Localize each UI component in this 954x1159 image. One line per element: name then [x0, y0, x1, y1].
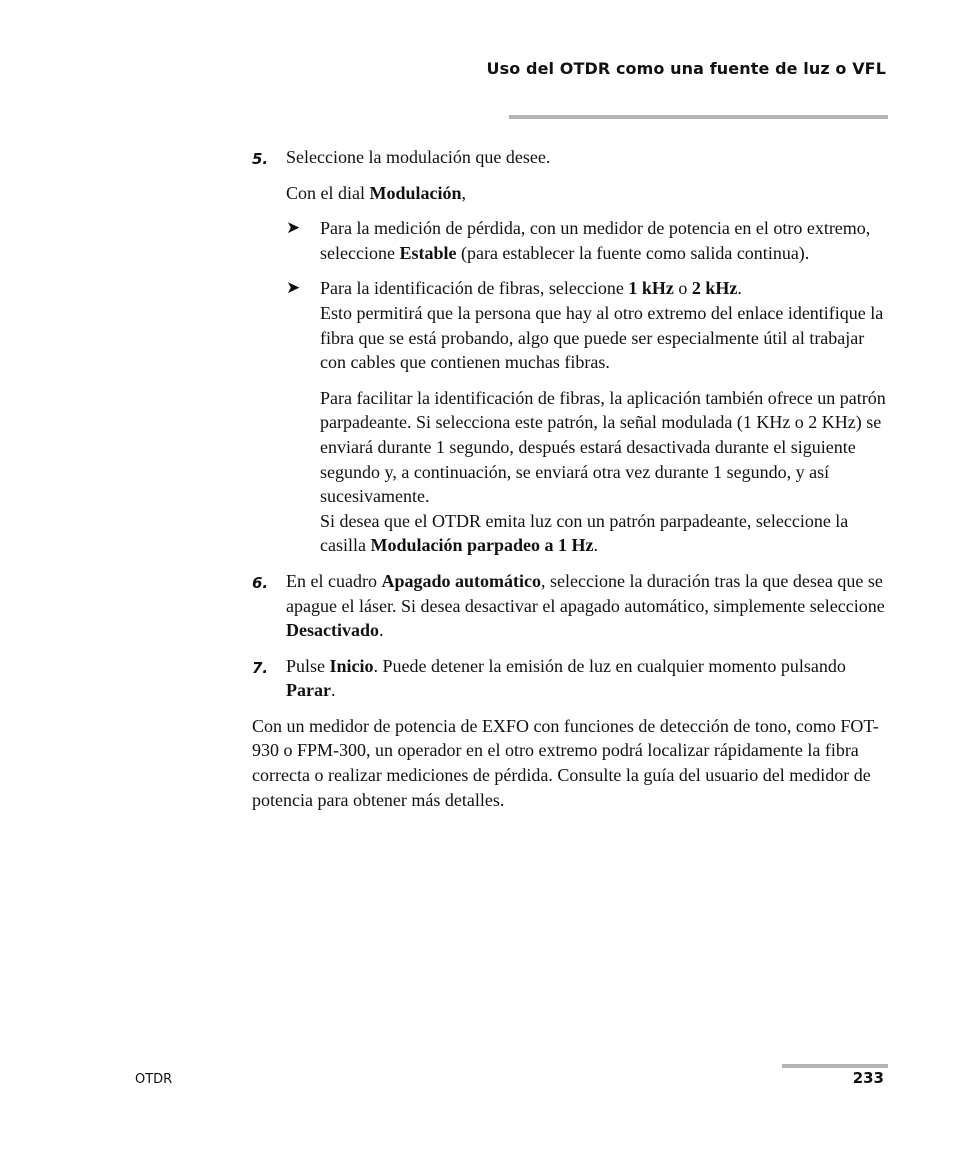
footer-product-name: OTDR	[135, 1072, 173, 1087]
step-number: 6.	[252, 573, 269, 592]
closing-paragraph: Con un medidor de potencia de EXFO con funciones de detección de tono, como FOT-930 o FPM-300, un operador en el otro extremo podrá localizar rápidamente la fibra correcta o realizar mediciones de pérdida. Consulte la guía del usuario del medidor de potencia para obtener más detalles.	[252, 715, 879, 810]
dial-line: Con el dial Modulación,	[286, 182, 467, 203]
arrowhead-bullet-icon: ➤	[286, 218, 301, 239]
running-header-title: Uso del OTDR como una fuente de luz o VFL	[486, 59, 886, 78]
blink-pattern-paragraph: Para facilitar la identificación de fibras, la aplicación también ofrece un patrón parpadeante. Si selecciona este patrón, la señal modulada (1 KHz o 2 KHz) se enviará durante 1 segundo, después estará desactivada durante el siguiente segundo y, a continuación, se enviará otra vez durante 1 segundo, y así sucesivamente. Si desea que el OTDR emita luz con un patrón parpadeante, seleccione la casilla Modulación parpadeo a 1 Hz.	[320, 387, 886, 556]
step-7: 7. Pulse Inicio. Puede detener la emisión de luz en cualquier momento pulsando Parar.	[252, 655, 846, 701]
bullet-fiber-identification: ➤ Para la identificación de fibras, seleccione 1 kHz o 2 kHz. Esto permitirá que la persona que hay al otro extremo del enlace identifique la fibra que se está probando, algo que puede ser especialmente útil al trabajar con cables que contienen muchas fibras.	[286, 278, 884, 373]
page-content	[252, 145, 892, 812]
step-number: 7.	[252, 658, 269, 677]
header-rule	[509, 115, 888, 119]
dial-name: Modulación	[369, 182, 462, 203]
bullet-loss-measurement: ➤ Para la medición de pérdida, con un medidor de potencia en el otro extremo, seleccione Estable (para establecer la fuente como salida continua).	[286, 218, 871, 263]
step-text: Seleccione la modulación que desee.	[286, 147, 551, 167]
page-number: 233	[852, 1069, 884, 1087]
footer-rule	[782, 1064, 888, 1068]
step-6: 6. En el cuadro Apagado automático, seleccione la duración tras la que desea que se apague el láser. Si desea desactivar el apagado automático, simplemente seleccione Desactivado.	[252, 570, 885, 641]
step-number: 5.	[252, 150, 269, 168]
arrowhead-bullet-icon: ➤	[286, 278, 301, 299]
step-5	[252, 145, 892, 170]
